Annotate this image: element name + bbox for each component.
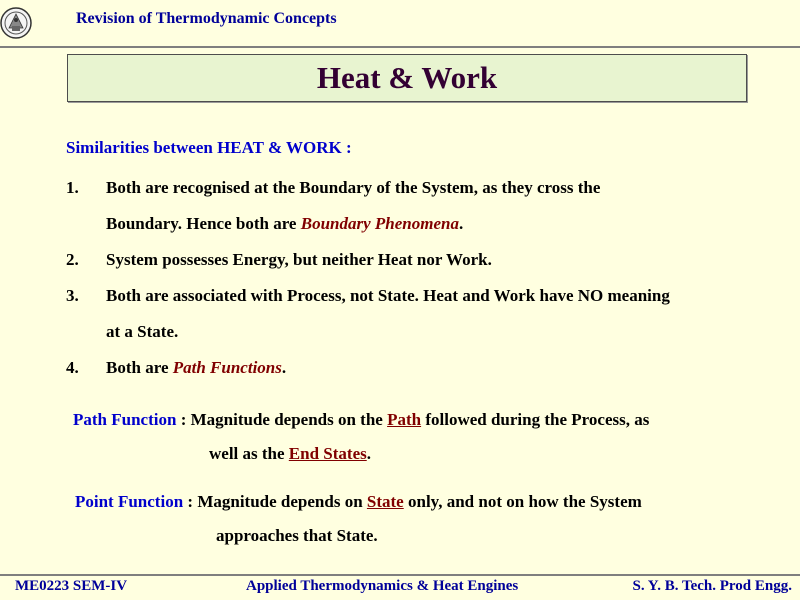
- path-function-line-2: [73, 437, 773, 471]
- list-item-number: 2.: [66, 250, 79, 269]
- boundary-phenomena-term: Boundary Phenomena: [300, 214, 459, 233]
- list-item: [66, 170, 786, 242]
- path-function-text-continued: followed during the Process, as: [421, 410, 650, 429]
- list-item-line-suffix: .: [458, 214, 464, 233]
- footer-course-code: ME0223 SEM-IV: [15, 578, 128, 594]
- path-function-separator: :: [176, 410, 191, 429]
- list-item-line: at a State.: [106, 322, 179, 341]
- list-item-line-prefix: Boundary. Hence both are: [106, 214, 301, 233]
- state-term: State: [366, 492, 404, 511]
- list-item-prefix: Both are: [106, 358, 173, 377]
- point-function-text: Magnitude depends on: [197, 492, 367, 511]
- footer-divider: [0, 574, 800, 576]
- footer-program: S. Y. B. Tech. Prod Engg.: [632, 578, 792, 594]
- list-item: [66, 278, 786, 350]
- university-seal-icon: [0, 0, 36, 46]
- path-term: Path: [387, 410, 422, 429]
- list-item-line: Both are recognised at the Boundary of the System, as they cross the: [106, 178, 601, 197]
- point-function-label: Point Function: [75, 492, 184, 511]
- point-function-definition: [75, 485, 775, 553]
- list-item-number: 1.: [66, 178, 79, 197]
- point-function-text-continued: only, and not on how the System: [403, 492, 642, 511]
- header-title: Revision of Thermodynamic Concepts: [76, 10, 337, 27]
- point-function-line-2: approaches that State.: [216, 526, 378, 545]
- header-divider: [0, 46, 800, 48]
- list-item-suffix: .: [281, 358, 287, 377]
- list-item-number: 3.: [66, 286, 79, 305]
- list-item-text: [106, 278, 786, 350]
- end-states-term: End States: [288, 444, 367, 463]
- list-item-text: [106, 170, 786, 242]
- list-item: [66, 242, 786, 278]
- similarities-heading: Similarities between HEAT & WORK :: [66, 138, 352, 157]
- path-function-definition: [73, 403, 773, 471]
- path-function-text: Magnitude depends on the: [190, 410, 388, 429]
- list-item: [66, 350, 786, 386]
- path-functions-term: Path Functions: [172, 358, 282, 377]
- similarities-list: [66, 170, 786, 386]
- list-item-text: System possesses Energy, but neither Heat nor Work.: [106, 250, 492, 269]
- path-function-line2-suffix: .: [366, 444, 371, 463]
- footer-course-title: Applied Thermodynamics & Heat Engines: [246, 578, 519, 594]
- list-item-line: Both are associated with Process, not State. Heat and Work have NO meaning: [106, 286, 670, 305]
- list-item-text: [106, 350, 786, 386]
- path-function-line2-prefix: well as the: [209, 444, 289, 463]
- slide-title: Heat & Work: [316, 60, 498, 95]
- slide-title-box: [67, 54, 747, 102]
- path-function-label: Path Function: [73, 410, 177, 429]
- list-item-number: 4.: [66, 358, 79, 377]
- point-function-separator: :: [183, 492, 198, 511]
